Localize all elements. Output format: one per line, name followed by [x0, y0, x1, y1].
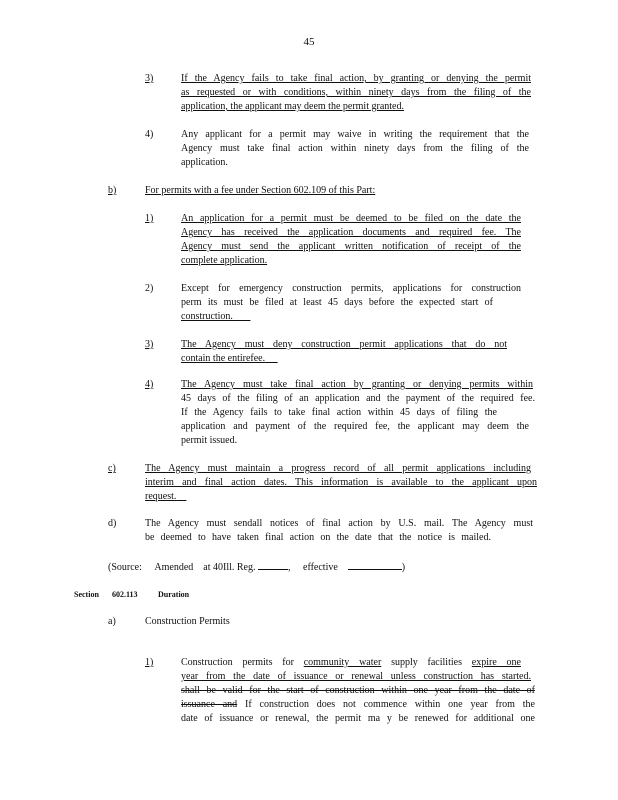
text-line: An application for a permit must be deemed to be filed on the date the	[181, 213, 521, 224]
section-label: Section	[74, 590, 99, 599]
source-note	[108, 559, 405, 575]
source-amended: Amended	[154, 562, 194, 573]
item-a1-label: 1)	[145, 657, 154, 668]
text-line: The Agency must take final action by granting or denying permits within	[181, 379, 533, 390]
item-a1-text	[181, 656, 535, 726]
register-blank	[258, 559, 288, 570]
text-line: If the Agency fails to take final action within 45 days of filing the	[181, 407, 497, 418]
page-number: 45	[303, 36, 315, 48]
item-3-text	[181, 72, 531, 114]
item-4-text	[181, 128, 529, 170]
text-line: request.	[145, 491, 177, 502]
source-prefix: (Source:	[108, 562, 142, 573]
section-number: 602.113	[112, 590, 138, 599]
text-line: application, the applicant may deem the permit granted.	[181, 101, 404, 112]
item-b1-label: 1)	[145, 213, 154, 224]
item-b3-text	[181, 338, 507, 366]
text-line: be deemed to have taken final action on the date that the notice is mailed.	[145, 532, 491, 543]
text-line: construction.	[181, 311, 233, 322]
subsection-d-label: d)	[108, 518, 117, 529]
item-b4-label: 4)	[145, 379, 154, 390]
subsection-c-label: c)	[108, 463, 116, 474]
section-title: Duration	[158, 590, 190, 599]
subsection-a-label: a)	[108, 616, 116, 627]
text-line: If the Agency fails to take final action, by granting or denying the permit	[181, 73, 531, 84]
text-line: shall be valid for the start of construction within one year from the date of	[181, 685, 535, 696]
text-line: perm its must be filed at least 45 days before the expected start of	[181, 297, 493, 308]
text-line: as requested or with conditions, within ninety days from the filing of the	[181, 87, 531, 98]
text-line: The Agency must sendall notices of final action by U.S. mail. The Agency must	[145, 518, 533, 529]
text-line: Agency must take final action within ninety days from the filing of the	[181, 143, 529, 154]
item-3-label: 3)	[145, 73, 154, 84]
subsection-b-label: b)	[108, 185, 117, 196]
text-line: issuance and If construction does not commence within one year from the	[181, 699, 535, 710]
text-line: Construction permits for community water supply facilities expire one	[181, 657, 521, 668]
text-line: The Agency must deny construction permit applications that do not	[181, 339, 507, 350]
subsection-d-text	[145, 517, 533, 545]
item-b2-label: 2)	[145, 283, 154, 294]
item-4-label: 4)	[145, 129, 154, 140]
text-line: permit issued.	[181, 435, 238, 446]
source-close: )	[401, 562, 406, 573]
item-b1-text	[181, 212, 521, 268]
text-line: complete application.	[181, 255, 268, 266]
text-line: interim and final action dates. This information is available to the applicant upon	[145, 477, 537, 488]
text-line: date of issuance or renewal, the permit ma y be renewed for additional one	[181, 713, 535, 724]
subsection-c-text	[145, 462, 535, 504]
subsection-a-heading: Construction Permits	[145, 616, 230, 627]
text-line: Except for emergency construction permits, applications for construction	[181, 283, 521, 294]
text-line: Agency must send the applicant written notification of receipt of the	[181, 241, 521, 252]
item-b2-text	[181, 282, 521, 324]
text-line: application.	[181, 157, 228, 168]
effective-date-blank	[348, 559, 402, 570]
text-line: year from the date of issuance or renewal unless construction has started.	[181, 671, 531, 682]
source-register: at 40Ill. Reg.	[203, 562, 256, 573]
item-b4-text	[181, 378, 535, 448]
text-line: Any applicant for a permit may waive in writing the requirement that the	[181, 129, 529, 140]
item-b3-label: 3)	[145, 339, 154, 350]
text-line: application and payment of the required fee, the applicant may deem the	[181, 421, 529, 432]
text-line: 45 days of the filing of an application and the payment of the required fee.	[181, 393, 535, 404]
text-line: Agency has received the application documents and required fee. The	[181, 227, 521, 238]
source-effective: effective	[303, 562, 338, 573]
source-comma: ,	[288, 562, 291, 573]
text-line: The Agency must maintain a progress record of all permit applications including	[145, 463, 531, 474]
subsection-b-heading: For permits with a fee under Section 602.109 of this Part:	[145, 185, 376, 196]
text-line: contain the entirefee.	[181, 353, 266, 364]
